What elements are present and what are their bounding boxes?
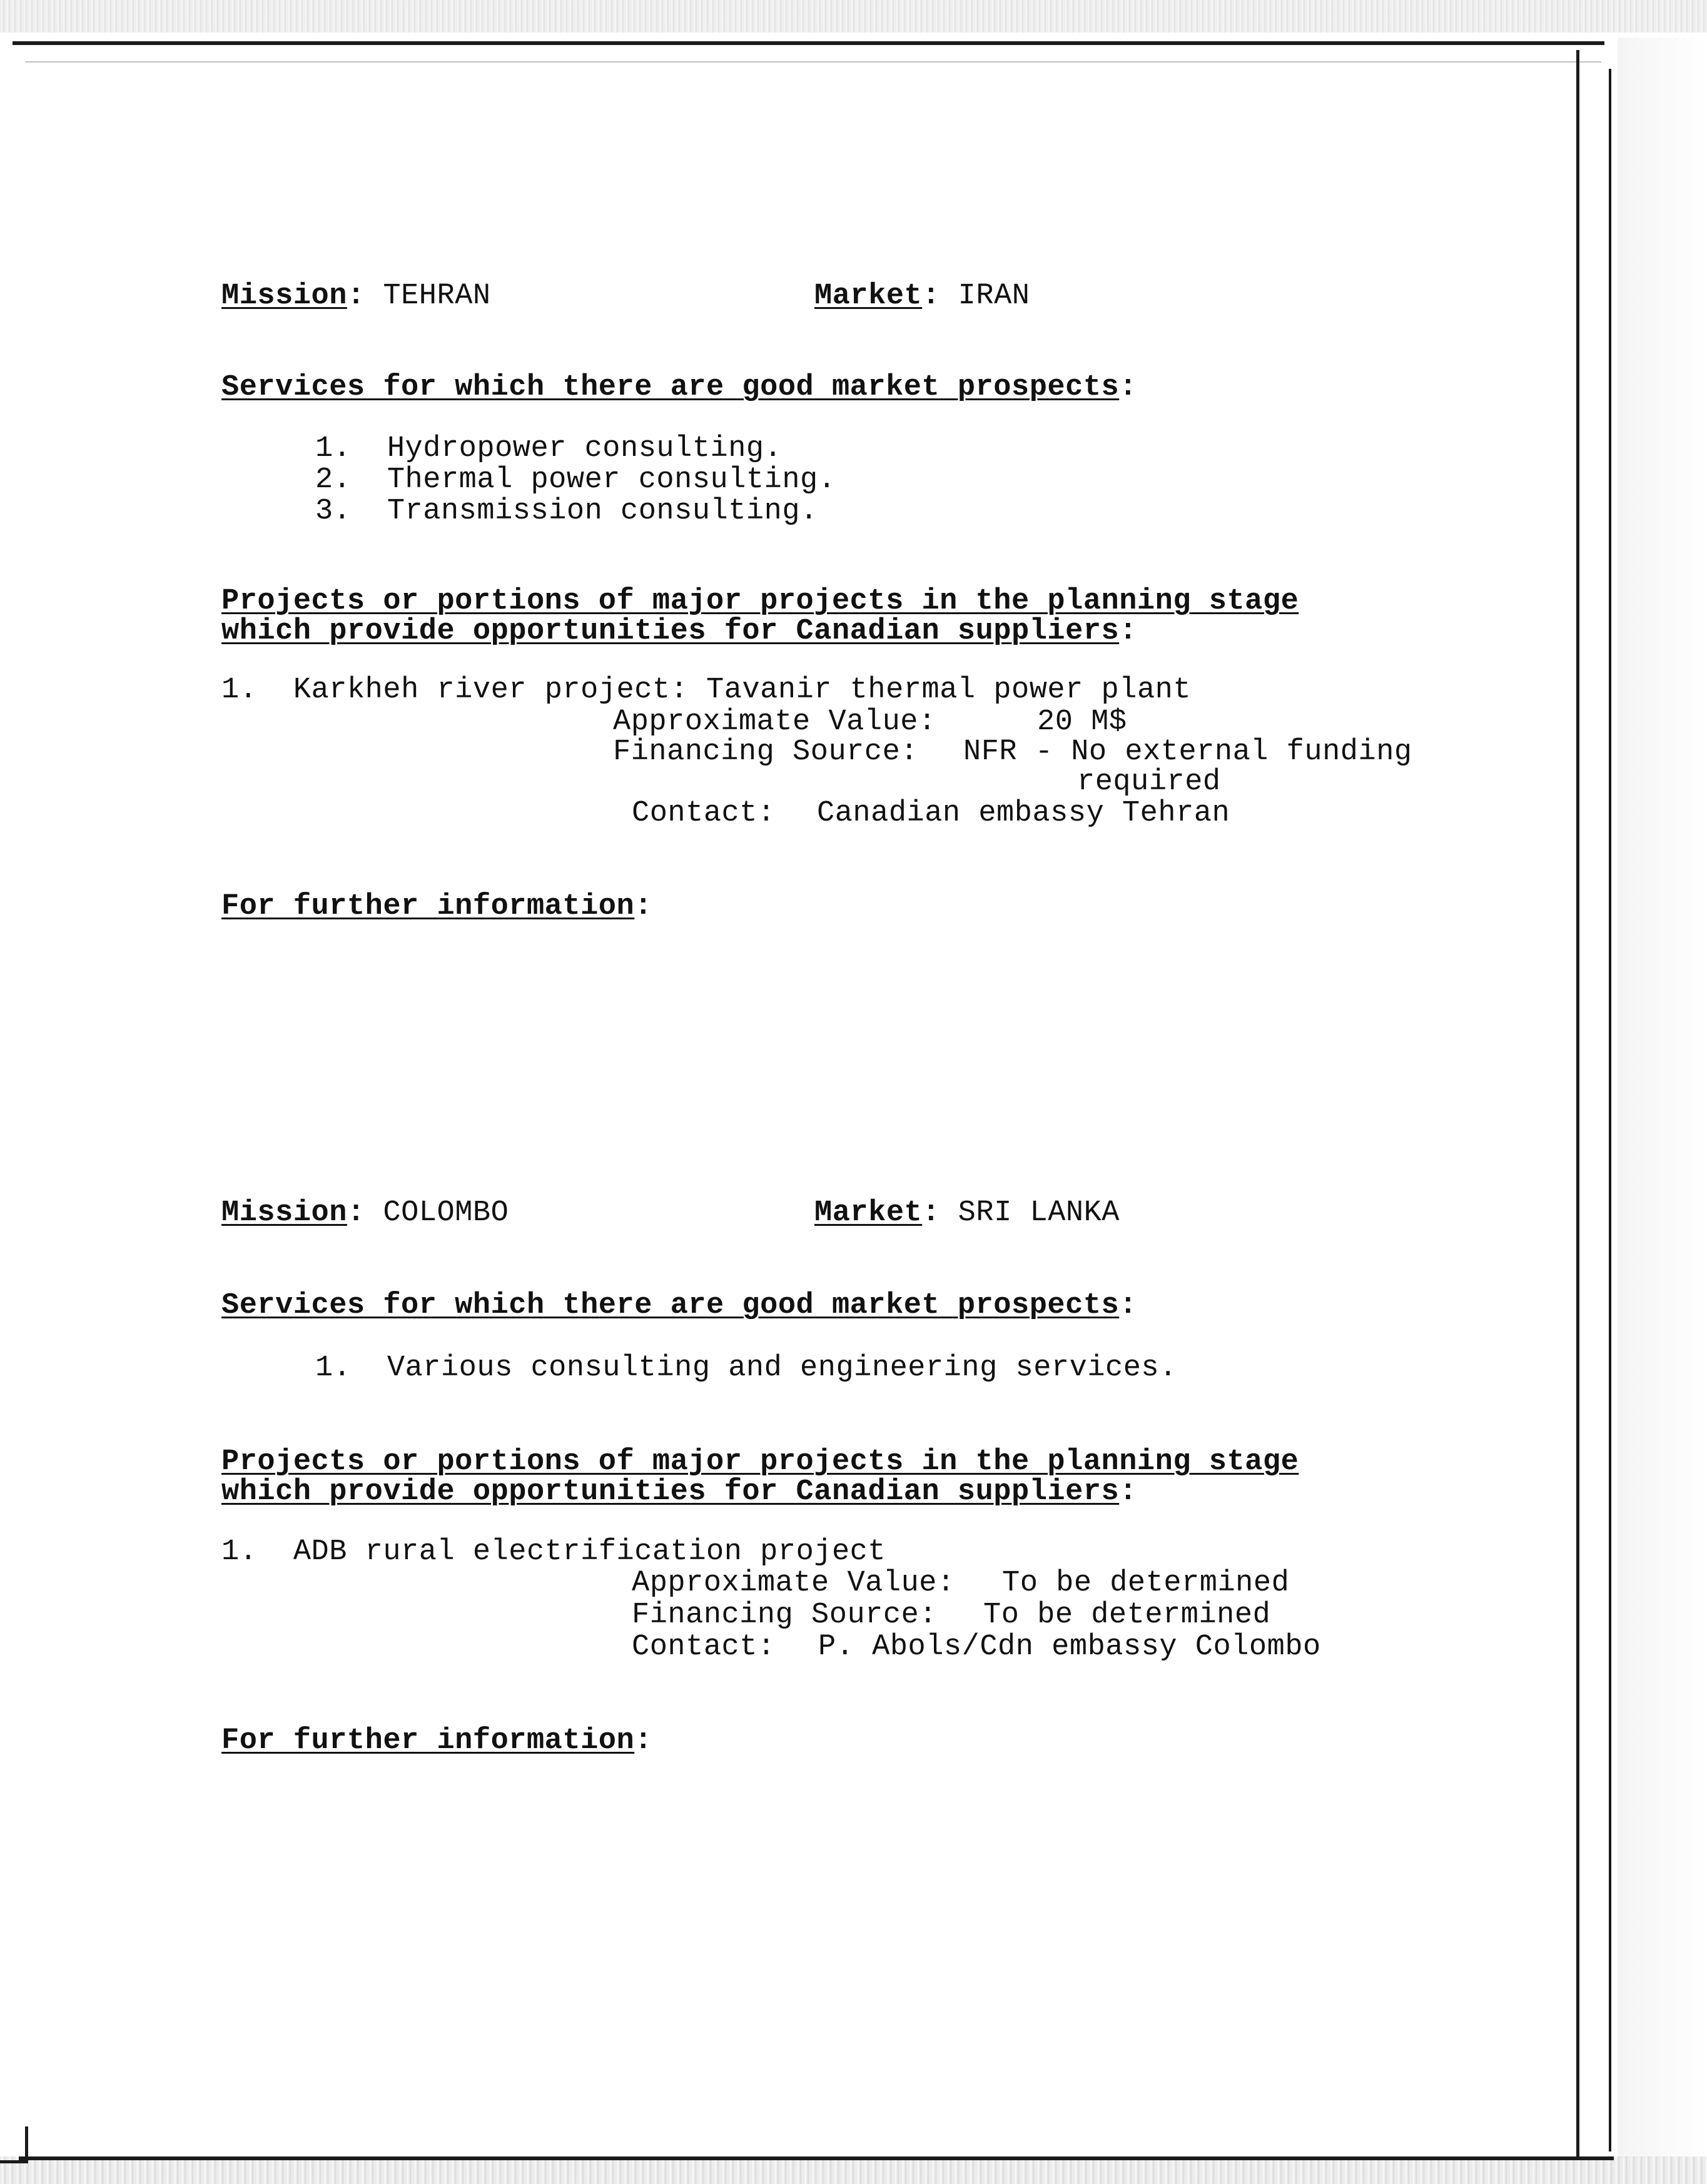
project-name-line — [221, 1535, 886, 1570]
projects-heading-2a: Projects or portions of major projects in the planning stage — [221, 1445, 1299, 1479]
projects-heading-1a: Projects or portions of major projects in the planning stage — [221, 585, 1299, 618]
mission-value: COLOMBO — [383, 1196, 509, 1230]
market-label: Market — [814, 280, 923, 313]
market-label: Market — [814, 1196, 923, 1230]
project-contact-value: Canadian embassy Tehran — [817, 797, 1230, 830]
further-info-heading-1: For further information: — [221, 890, 652, 923]
project-value-line: Approximate Value: — [613, 705, 936, 739]
market-line-1: Market: IRAN — [814, 280, 1030, 313]
project-contact-value: P. Abols/Cdn embassy Colombo — [818, 1630, 1321, 1664]
project-financing-label: Financing Source: — [632, 1599, 937, 1632]
service-item: 1. Various consulting and engineering services. — [315, 1352, 1177, 1385]
bottom-left-corner-mark — [0, 2126, 28, 2163]
service-item: 3. Transmission consulting. — [315, 495, 818, 528]
project-contact-label: Contact: — [632, 1630, 776, 1664]
list-number: 3. — [315, 495, 352, 528]
project-financing-value: NFR - No external funding — [963, 736, 1412, 769]
list-number: 2. — [315, 463, 352, 497]
mission-value: TEHRAN — [383, 280, 491, 313]
top-border-rule — [13, 41, 1604, 45]
further-info-heading-2: For further information: — [221, 1724, 652, 1757]
project-financing-value: To be determined — [983, 1599, 1271, 1632]
right-border-rule — [1576, 50, 1592, 2156]
market-line-2: Market: SRI LANKA — [814, 1196, 1120, 1230]
list-number: 1. — [221, 1535, 258, 1569]
project-value: 20 M$ — [1037, 705, 1127, 739]
scan-top-edge — [0, 0, 1707, 33]
project-value-label: Approximate Value: — [632, 1567, 955, 1600]
mission-line-2: Mission: COLOMBO — [221, 1196, 509, 1230]
project-financing-cont: required — [1077, 766, 1221, 799]
list-number: 1. — [221, 674, 258, 707]
market-value: IRAN — [958, 280, 1030, 313]
market-value: SRI LANKA — [958, 1196, 1120, 1230]
mission-label: Mission — [221, 280, 347, 313]
mission-line-1: Mission: TEHRAN — [221, 280, 491, 313]
services-heading-1: Services for which there are good market prospects: — [221, 371, 1137, 404]
list-number: 1. — [315, 1352, 352, 1385]
service-item: 2. Thermal power consulting. — [315, 463, 836, 497]
bottom-border-rule — [19, 2156, 1614, 2160]
list-number: 1. — [315, 432, 352, 465]
project-value: To be determined — [1002, 1567, 1290, 1600]
project-contact-label: Contact: — [632, 797, 776, 830]
mission-label: Mission — [221, 1196, 347, 1230]
project-name: ADB rural electrification project — [293, 1535, 886, 1569]
right-border-rule-outer — [1609, 69, 1618, 2151]
services-heading-2: Services for which there are good market prospects: — [221, 1289, 1137, 1322]
project-financing-label: Financing Source: — [613, 736, 918, 769]
projects-heading-2b: which provide opportunities for Canadian suppliers: — [221, 1475, 1137, 1509]
scan-bottom-edge — [0, 2156, 1707, 2184]
project-name: Karkheh river project: Tavanir thermal power plant — [293, 674, 1192, 707]
project-name-line — [221, 673, 1191, 708]
top-border-thin-rule — [25, 61, 1601, 63]
right-gutter — [1618, 38, 1707, 2158]
projects-heading-1b: which provide opportunities for Canadian suppliers: — [221, 615, 1137, 648]
service-item: 1. Hydropower consulting. — [315, 432, 783, 465]
